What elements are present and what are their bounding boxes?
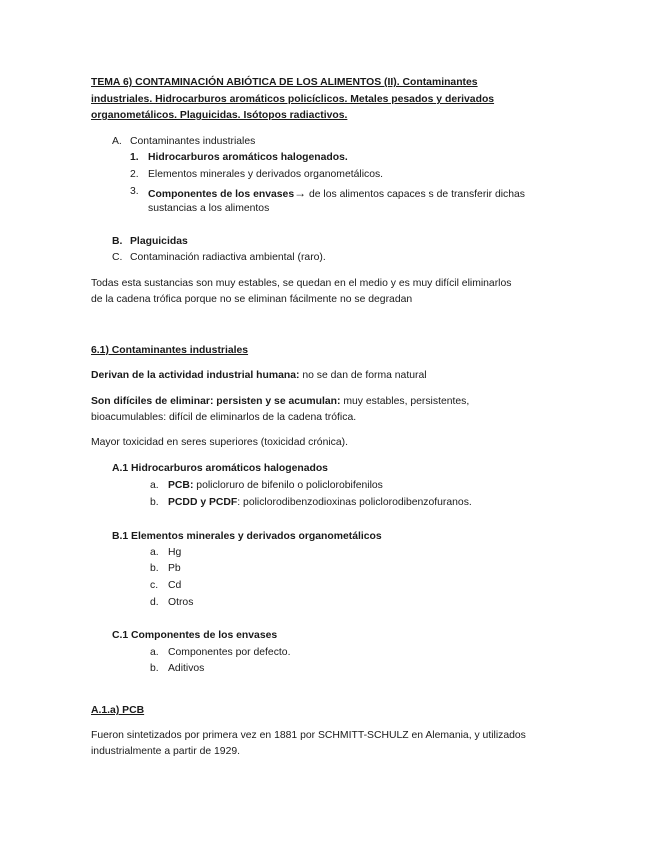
p1-rest: no se dan de forma natural — [299, 370, 427, 381]
outline-item-3-bold: Componentes de los envases — [148, 189, 295, 200]
a1a-heading: A.1.a) PCB — [91, 705, 145, 716]
list-marker: b. — [150, 563, 159, 574]
list-marker: b. — [150, 497, 159, 508]
intro-line-1: Todas esta sustancias son muy estables, se quedan en el medio y es muy difícil eliminarlos — [91, 278, 512, 289]
title-line-2: industriales. Hidrocarburos aromáticos policíclicos. Metales pesados y derivados — [91, 94, 495, 105]
list-marker: a. — [150, 480, 159, 491]
p1-bold: Derivan de la actividad industrial humana: — [91, 370, 300, 381]
title-line-1: TEMA 6) CONTAMINACIÓN ABIÓTICA DE LOS ALIMENTOS (II). Contaminantes — [91, 77, 478, 88]
list-marker: a. — [150, 547, 159, 558]
section-61-heading: 6.1) Contaminantes industriales — [91, 345, 249, 356]
b1-item-hg: Hg — [168, 547, 182, 558]
a1a-line-1: Fueron sintetizados por primera vez en 1881 por SCHMITT-SCHULZ en Alemania, y utilizados — [91, 730, 526, 741]
a1-heading: A.1 Hidrocarburos aromáticos halogenados — [112, 463, 328, 474]
outline-item-marker: 3. — [130, 186, 139, 197]
section-61-p1 — [91, 371, 427, 381]
a1-item-pcb-rest: policloruro de bifenilo o policlorobifenilos — [193, 480, 383, 491]
title-line-3: organometálicos. Plaguicidas. Isótopos radiactivos. — [91, 110, 348, 121]
b1-item-cd: Cd — [168, 580, 182, 591]
outline-item-3 — [148, 187, 525, 200]
outline-item-marker: 1. — [130, 152, 139, 163]
a1-item-pcb — [168, 481, 383, 491]
outline-item-2: Elementos minerales y derivados organometálicos. — [148, 169, 384, 180]
a1-item-pcdd — [168, 498, 472, 508]
b1-item-pb: Pb — [168, 563, 181, 574]
outline-b-marker: B. — [112, 236, 123, 247]
c1-heading: C.1 Componentes de los envases — [112, 630, 278, 641]
section-61-p2-line2: bioacumulables: difícil de eliminarlos de la cadena trófica. — [91, 412, 357, 423]
outline-item-marker: 2. — [130, 169, 139, 180]
outline-item-3-rest: de los alimentos capaces s de transferir dichas — [306, 189, 525, 200]
section-61-p3: Mayor toxicidad en seres superiores (toxicidad crónica). — [91, 437, 348, 448]
outline-b-label: Plaguicidas — [130, 236, 188, 247]
intro-line-2: de la cadena trófica porque no se eliminan fácilmente no se degradan — [91, 294, 413, 305]
outline-c-label: Contaminación radiactiva ambiental (raro). — [130, 252, 326, 263]
a1-item-pcb-bold: PCB: — [168, 480, 194, 491]
section-61-p2 — [91, 397, 469, 407]
b1-item-otros: Otros — [168, 597, 194, 608]
outline-a-label: Contaminantes industriales — [130, 136, 256, 147]
outline-item-1: Hidrocarburos aromáticos halogenados. — [148, 152, 348, 163]
a1-item-pcdd-bold: PCDD y PCDF — [168, 497, 238, 508]
outline-item-3-continuation: sustancias a los alimentos — [148, 203, 270, 214]
list-marker: c. — [150, 580, 159, 591]
p2-rest: muy estables, persistentes, — [340, 396, 470, 407]
list-marker: b. — [150, 663, 159, 674]
b1-heading: B.1 Elementos minerales y derivados organometálicos — [112, 531, 382, 542]
list-marker: d. — [150, 597, 159, 608]
a1-item-pcdd-rest: : policlorodibenzodioxinas policlorodibenzofuranos. — [237, 497, 472, 508]
arrow-right-icon: → — [294, 186, 307, 200]
c1-item-componentes: Componentes por defecto. — [168, 647, 291, 658]
outline-c-marker: C. — [112, 252, 123, 263]
p2-bold: Son difíciles de eliminar: persisten y se acumulan: — [91, 396, 341, 407]
list-marker: a. — [150, 647, 159, 658]
a1a-line-2: industrialmente a partir de 1929. — [91, 746, 241, 757]
c1-item-aditivos: Aditivos — [168, 663, 205, 674]
outline-a-marker: A. — [112, 136, 122, 147]
